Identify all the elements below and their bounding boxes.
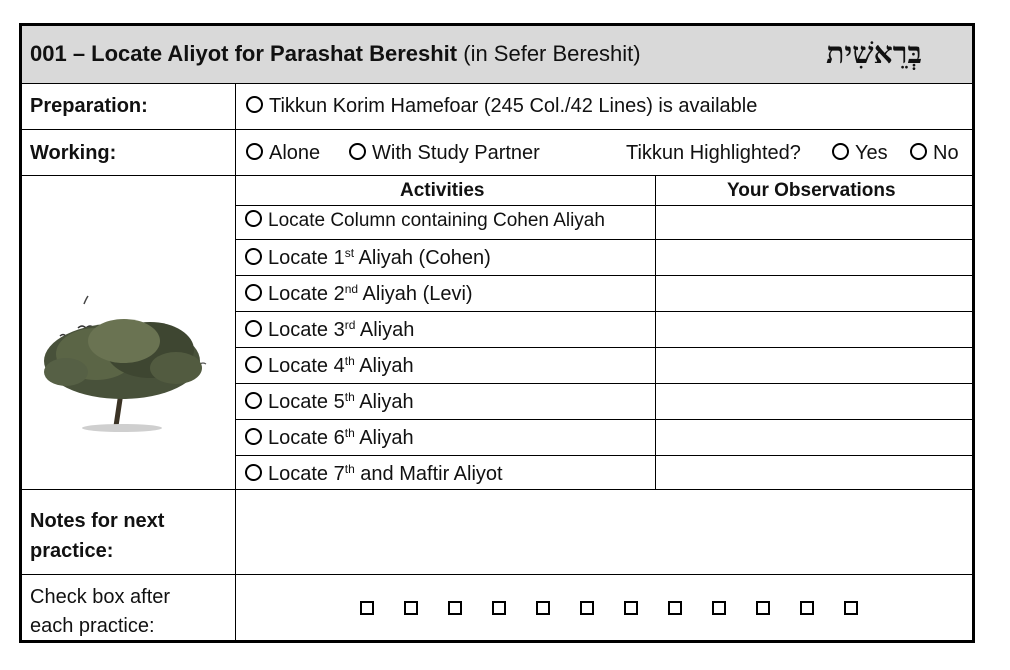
activities-header: Activities xyxy=(400,180,485,201)
activity-row xyxy=(235,311,972,348)
practice-checkbox[interactable] xyxy=(756,601,770,615)
radio-circle-icon[interactable] xyxy=(245,356,262,373)
practice-checkbox[interactable] xyxy=(536,601,550,615)
activity-item[interactable] xyxy=(245,390,414,414)
practice-sheet xyxy=(19,23,975,643)
radio-circle-icon[interactable] xyxy=(246,143,263,160)
title-normal: (in Sefer Bereshit) xyxy=(457,41,641,66)
activity-text: Locate Column containing Cohen Aliyah xyxy=(268,210,605,231)
activity-ordinal: rd xyxy=(344,318,356,332)
activity-item[interactable] xyxy=(245,246,491,270)
checkbox-row xyxy=(22,575,972,640)
title-row xyxy=(22,26,972,84)
activity-row xyxy=(235,347,972,384)
activity-text: Locate 3 xyxy=(268,319,345,341)
activity-ordinal: th xyxy=(344,462,355,476)
activity-row xyxy=(235,239,972,276)
activity-row xyxy=(235,205,972,240)
radio-circle-icon[interactable] xyxy=(349,143,366,160)
tikkun-yes-option[interactable] xyxy=(832,142,888,165)
activity-row xyxy=(235,275,972,312)
title-bold: 001 – Locate Aliyot for Parashat Bereshit xyxy=(30,41,458,66)
activity-item[interactable] xyxy=(245,354,414,378)
radio-circle-icon[interactable] xyxy=(832,143,849,160)
activity-row xyxy=(235,383,972,420)
radio-circle-icon[interactable] xyxy=(246,96,263,113)
activity-ordinal: st xyxy=(344,246,355,260)
working-partner-option[interactable] xyxy=(349,142,540,165)
alone-label: Alone xyxy=(269,142,321,164)
working-label: Working: xyxy=(30,142,117,164)
activity-text: Locate 6 xyxy=(268,427,345,449)
tikkun-highlighted-question: Tikkun Highlighted? xyxy=(626,142,801,164)
activity-row xyxy=(235,455,972,491)
notes-label-line2: practice: xyxy=(30,540,114,562)
preparation-label: Preparation: xyxy=(30,95,148,117)
preparation-option-label: Tikkun Korim Hamefoar (245 Col./42 Lines) is available xyxy=(269,95,758,117)
activity-text: Locate 4 xyxy=(268,355,345,377)
activity-ordinal: th xyxy=(344,426,355,440)
practice-checkbox[interactable] xyxy=(360,601,374,615)
preparation-row xyxy=(22,84,972,130)
activity-text: Locate 1 xyxy=(268,247,345,269)
working-row xyxy=(22,130,972,176)
radio-circle-icon[interactable] xyxy=(245,320,262,337)
activity-text: Locate 7 xyxy=(268,463,345,485)
activity-row xyxy=(235,419,972,456)
practice-checkbox[interactable] xyxy=(712,601,726,615)
activity-text-rest: Aliyah (Levi) xyxy=(358,283,473,305)
sheet-title xyxy=(30,41,641,67)
activity-ordinal: th xyxy=(344,354,355,368)
practice-checkbox[interactable] xyxy=(624,601,638,615)
checkbox-label-line2: each practice: xyxy=(30,615,155,637)
activity-text-rest: and Maftir Aliyot xyxy=(354,463,503,485)
practice-checkbox[interactable] xyxy=(404,601,418,615)
activity-ordinal: th xyxy=(344,390,355,404)
radio-circle-icon[interactable] xyxy=(245,284,262,301)
hebrew-parasha-name: בְּרֵאשִׁית xyxy=(826,36,922,71)
radio-circle-icon[interactable] xyxy=(910,143,927,160)
no-label: No xyxy=(933,142,959,164)
activity-text-rest: Aliyah xyxy=(355,319,415,341)
notes-area[interactable] xyxy=(236,490,972,574)
radio-circle-icon[interactable] xyxy=(245,428,262,445)
activity-text-rest: Aliyah xyxy=(354,427,414,449)
notes-label xyxy=(30,506,164,566)
notes-row xyxy=(22,490,972,575)
activity-text-rest: Aliyah xyxy=(354,391,414,413)
activities-block xyxy=(22,176,972,490)
observations-header: Your Observations xyxy=(727,180,896,201)
activity-ordinal: nd xyxy=(344,282,359,296)
radio-circle-icon[interactable] xyxy=(245,464,262,481)
tikkun-no-option[interactable] xyxy=(910,142,959,165)
activity-item[interactable] xyxy=(245,462,503,486)
preparation-option[interactable] xyxy=(246,95,757,118)
practice-checkboxes xyxy=(360,599,858,617)
activity-text-rest: Aliyah xyxy=(354,355,414,377)
practice-checkbox[interactable] xyxy=(580,601,594,615)
radio-circle-icon[interactable] xyxy=(245,210,262,227)
tree-with-birds-illustration xyxy=(26,236,226,436)
practice-checkbox[interactable] xyxy=(668,601,682,615)
notes-label-line1: Notes for next xyxy=(30,510,165,532)
practice-checkbox[interactable] xyxy=(844,601,858,615)
yes-label: Yes xyxy=(855,142,888,164)
radio-circle-icon[interactable] xyxy=(245,248,262,265)
activity-text: Locate 5 xyxy=(268,391,345,413)
activity-item[interactable] xyxy=(245,210,605,232)
activity-item[interactable] xyxy=(245,426,414,450)
checkbox-label-line1: Check box after xyxy=(30,586,171,608)
partner-label: With Study Partner xyxy=(372,142,540,164)
practice-checkbox[interactable] xyxy=(800,601,814,615)
working-alone-option[interactable] xyxy=(246,142,320,165)
checkbox-label xyxy=(30,583,170,641)
radio-circle-icon[interactable] xyxy=(245,392,262,409)
activity-item[interactable] xyxy=(245,318,414,342)
activity-text-rest: Aliyah (Cohen) xyxy=(354,247,491,269)
activity-text: Locate 2 xyxy=(268,283,345,305)
activity-item[interactable] xyxy=(245,282,473,306)
practice-checkbox[interactable] xyxy=(492,601,506,615)
practice-checkbox[interactable] xyxy=(448,601,462,615)
